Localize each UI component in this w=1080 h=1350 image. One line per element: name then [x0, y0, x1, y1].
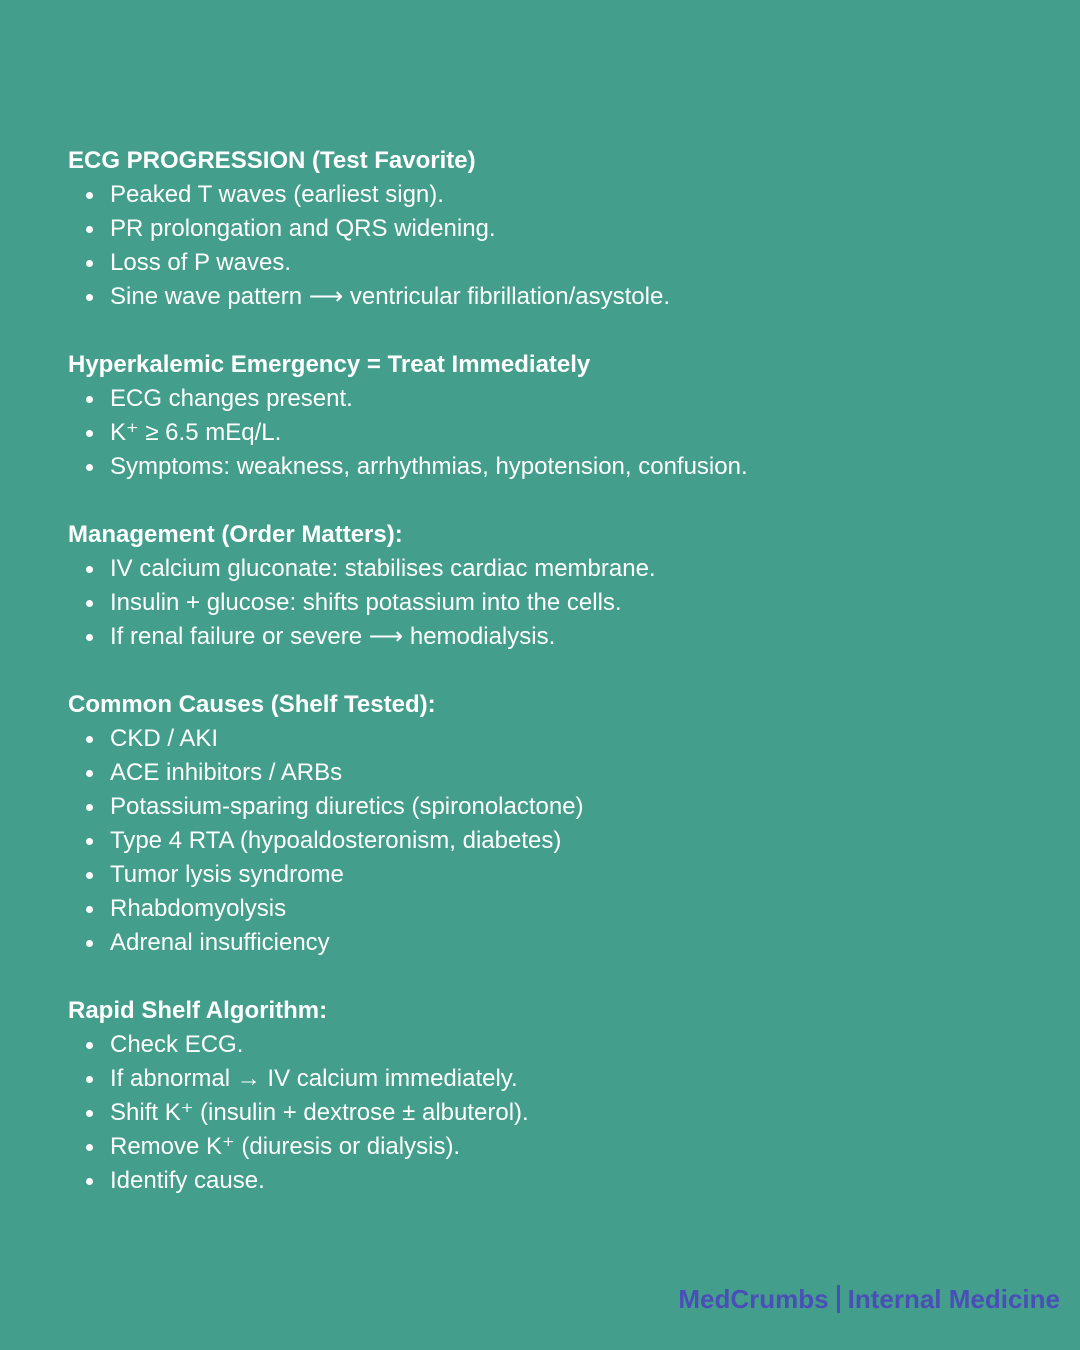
list-item: Potassium-sparing diuretics (spironolactone)	[68, 790, 1058, 824]
bullet-list	[68, 1028, 1058, 1198]
section-heading: Hyperkalemic Emergency = Treat Immediately	[68, 351, 591, 378]
bullet-list	[68, 178, 1058, 314]
list-item: Loss of P waves.	[68, 246, 1058, 280]
bullet-list	[68, 552, 1058, 654]
list-item: If renal failure or severe ⟶ hemodialysis.	[68, 620, 1058, 654]
section-management	[68, 518, 1058, 654]
section-common-causes	[68, 688, 1058, 960]
section-heading: Common Causes (Shelf Tested):	[68, 691, 436, 718]
list-item: Type 4 RTA (hypoaldosteronism, diabetes)	[68, 824, 1058, 858]
footer-branding	[678, 1282, 1060, 1316]
list-item: Peaked T waves (earliest sign).	[68, 178, 1058, 212]
list-item: Identify cause.	[68, 1164, 1058, 1198]
list-item: Remove K⁺ (diuresis or dialysis).	[68, 1130, 1058, 1164]
list-item: K⁺ ≥ 6.5 mEq/L.	[68, 416, 1058, 450]
list-item: IV calcium gluconate: stabilises cardiac membrane.	[68, 552, 1058, 586]
bullet-list	[68, 382, 1058, 484]
section-heading: Management (Order Matters):	[68, 521, 403, 548]
notes-content	[68, 144, 1058, 1232]
list-item: ECG changes present.	[68, 382, 1058, 416]
brand-category: Internal Medicine	[847, 1284, 1060, 1314]
list-item: CKD / AKI	[68, 722, 1058, 756]
bullet-list	[68, 722, 1058, 960]
section-heading: Rapid Shelf Algorithm:	[68, 997, 328, 1024]
list-item: Rhabdomyolysis	[68, 892, 1058, 926]
list-item: Insulin + glucose: shifts potassium into the cells.	[68, 586, 1058, 620]
list-item: Adrenal insufficiency	[68, 926, 1058, 960]
brand-name: MedCrumbs	[678, 1284, 829, 1314]
list-item: If abnormal → IV calcium immediately.	[68, 1062, 1058, 1096]
list-item: Sine wave pattern ⟶ ventricular fibrillation/asystole.	[68, 280, 1058, 314]
section-hyperkalemic-emergency	[68, 348, 1058, 484]
list-item: Tumor lysis syndrome	[68, 858, 1058, 892]
section-heading: ECG PROGRESSION (Test Favorite)	[68, 147, 476, 174]
divider	[837, 1285, 840, 1313]
section-rapid-algorithm	[68, 994, 1058, 1198]
list-item: PR prolongation and QRS widening.	[68, 212, 1058, 246]
section-ecg-progression	[68, 144, 1058, 314]
list-item: Symptoms: weakness, arrhythmias, hypotension, confusion.	[68, 450, 1058, 484]
list-item: Shift K⁺ (insulin + dextrose ± albuterol).	[68, 1096, 1058, 1130]
list-item: ACE inhibitors / ARBs	[68, 756, 1058, 790]
list-item: Check ECG.	[68, 1028, 1058, 1062]
